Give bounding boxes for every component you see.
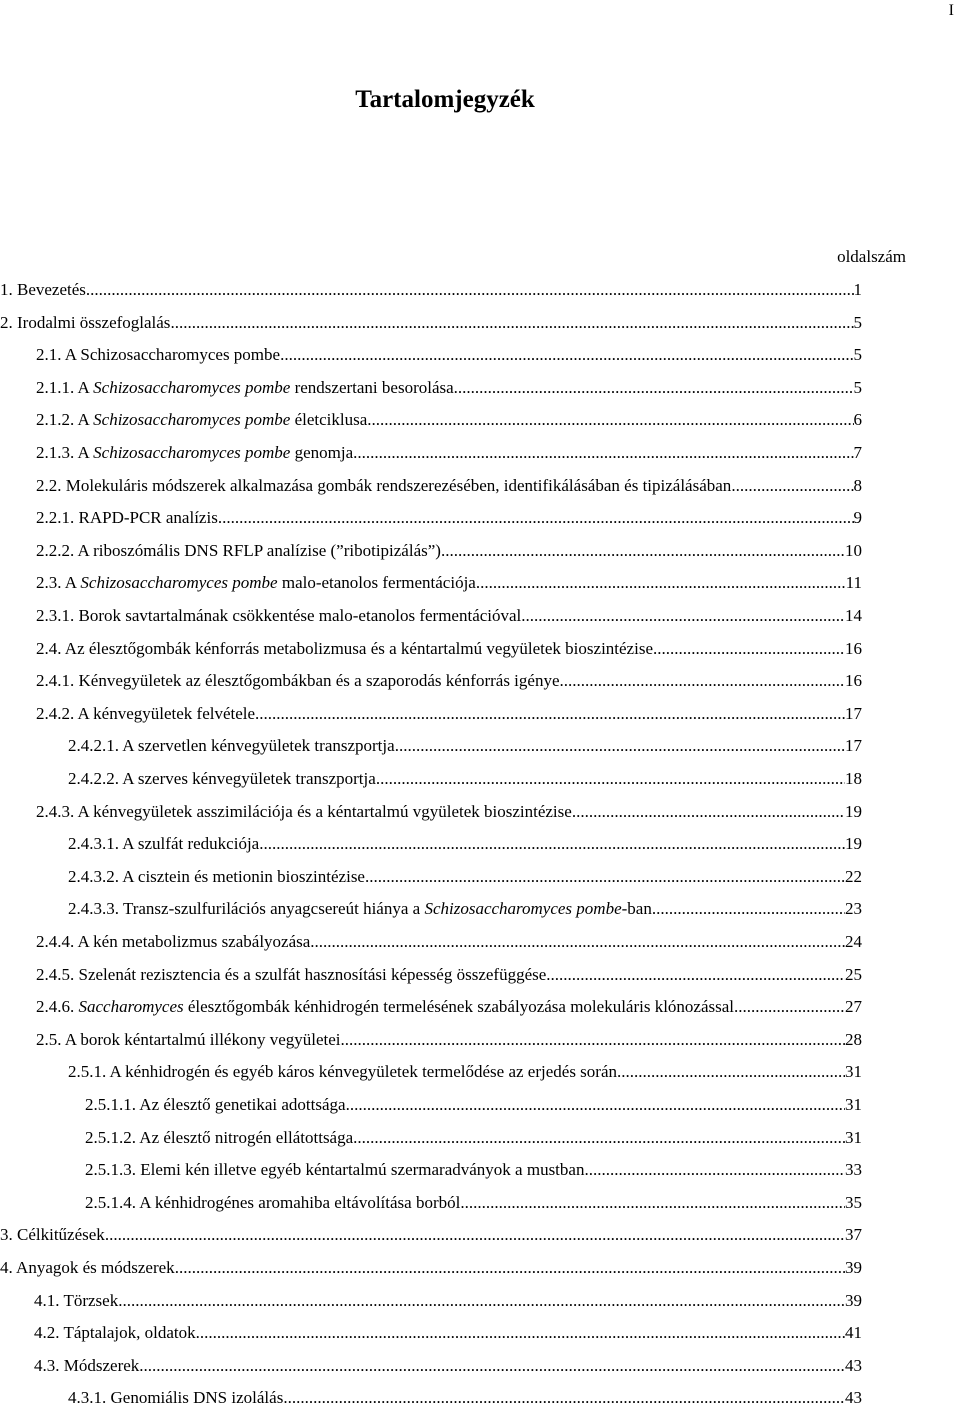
toc-entry-label-part: 2.1.1. A	[36, 377, 94, 397]
toc-entry-label-part: Schizosaccharomyces pombe	[424, 899, 622, 919]
toc-entry[interactable]	[68, 832, 862, 856]
toc-entry[interactable]	[85, 1126, 862, 1150]
toc-entry-page: 39	[845, 1258, 862, 1277]
toc-entry-page: 25	[845, 964, 862, 984]
toc-entry[interactable]	[68, 767, 862, 791]
toc-entry-label-part: 2.4.3.3. Transz-szulfurilációs anyagcsereút hiánya a	[68, 899, 425, 919]
toc-entry-page: 24	[845, 932, 862, 951]
toc-entry-page: 14	[845, 606, 862, 625]
page-column-header: oldalszám	[837, 247, 906, 266]
toc-entry[interactable]	[0, 278, 862, 302]
toc-entry-label-part: 2.2.1. RAPD-PCR analízis	[36, 508, 218, 528]
toc-leader-dots	[170, 311, 853, 335]
toc-entry-label	[36, 571, 476, 595]
toc-leader-dots	[584, 1158, 845, 1182]
toc-entry-label-part: 2.4.3.1. A szulfát redukciója	[68, 834, 260, 854]
toc-entry-page: 5	[853, 312, 862, 332]
toc-entry[interactable]	[36, 637, 862, 661]
toc-entry-label	[0, 1256, 175, 1280]
toc-entry-page: 23	[845, 899, 862, 919]
toc-leader-dots	[441, 539, 845, 563]
toc-entry[interactable]	[36, 669, 862, 693]
toc-leader-dots	[346, 1093, 845, 1117]
toc-entry[interactable]	[36, 963, 862, 987]
toc-entry-label-part: 2.1. A Schizosaccharomyces pombe	[36, 345, 281, 365]
toc-entry-page: 19	[845, 801, 862, 821]
toc-entry-label	[0, 278, 86, 302]
toc-entry-label	[36, 995, 734, 1019]
toc-entry-label-part: 2.4.4. A kén metabolizmus szabályozása	[36, 932, 311, 951]
toc-leader-dots	[731, 474, 853, 498]
toc-entry-label	[36, 604, 521, 628]
toc-entry[interactable]	[85, 1191, 862, 1215]
toc-entry-page: 43	[845, 1355, 862, 1375]
toc-entry[interactable]	[36, 408, 862, 432]
toc-entry-label	[36, 376, 454, 400]
toc-entry[interactable]	[0, 1256, 862, 1280]
toc-entry-label-part: 2.2. Molekuláris módszerek alkalmazása gombák rendszerezésében, identifikálásában és tipizálásában	[36, 475, 732, 495]
toc-entry-label-part: 2.1.2. A	[36, 410, 94, 430]
toc-entry-page: 31	[845, 1062, 862, 1082]
toc-entry-label-part: 2. Irodalmi összefoglalás	[0, 312, 171, 332]
toc-entry-label	[34, 1289, 118, 1313]
toc-entry-label-part: 2.4.2.2. A szerves kénvegyületek transzportja	[68, 769, 376, 788]
toc-entry-label	[85, 1158, 584, 1182]
toc-leader-dots	[560, 669, 846, 693]
toc-entry-label	[85, 1093, 346, 1117]
toc-entry-label-part: 2.4.2.1. A szervetlen kénvegyületek transzportja	[68, 736, 395, 756]
toc-entry-page: 17	[845, 703, 862, 723]
toc-leader-dots	[734, 995, 845, 1019]
toc-entry[interactable]	[36, 539, 862, 563]
toc-entry-label	[36, 506, 218, 530]
toc-entry-label-part: 2.5. A borok kéntartalmú illékony vegyületei	[36, 1029, 341, 1049]
toc-leader-dots	[259, 832, 845, 856]
toc-leader-dots	[376, 767, 845, 791]
toc-entry-label	[36, 963, 546, 987]
toc-entry[interactable]	[68, 865, 862, 889]
toc-entry-label-part: 2.5.1.4. A kénhidrogénes aromahiba eltávolítása borból	[85, 1192, 461, 1212]
toc-entry-label-part: Saccharomyces	[78, 997, 184, 1017]
toc-entry-label-part: Schizosaccharomyces pombe	[80, 573, 278, 593]
toc-entry-label	[36, 669, 560, 693]
toc-entry[interactable]	[36, 506, 862, 530]
toc-entry-label-part: 2.3.1. Borok savtartalmának csökkentése malo-etanolos fermentációval	[36, 606, 522, 625]
toc-entry[interactable]	[36, 702, 862, 726]
toc-entry-label	[36, 474, 731, 498]
toc-entry-label-part: 2.5.1.3. Elemi kén illetve egyéb kéntartalmú szermaradványok a mustban	[85, 1160, 585, 1180]
toc-entry-label-part: 2.5.1. A kénhidrogén és egyéb káros kénvegyületek termelődése az erjedés során	[68, 1062, 618, 1082]
toc-entry-label-part: élesztőgombák kénhidrogén termelésének szabályozása molekuláris klónozással	[183, 997, 735, 1017]
page-number: I	[948, 2, 954, 19]
toc-entry-label-part: 2.2.2. A riboszómális DNS RFLP analízise (”ribotipizálás”)	[36, 540, 441, 560]
toc-entry-page: 16	[845, 638, 862, 658]
toc-entry-page: 31	[845, 1095, 862, 1114]
toc-entry-page: 9	[853, 508, 862, 528]
toc-entry-label	[36, 1028, 341, 1052]
toc-leader-dots	[652, 897, 845, 921]
toc-entry-label-part: 2.4.3.2. A cisztein és metionin bioszintézise	[68, 866, 365, 886]
toc-entry-page: 8	[853, 475, 862, 495]
toc-entry-label-part: életciklusa	[290, 410, 368, 430]
toc-entry[interactable]	[36, 800, 862, 824]
toc-entry-label-part: rendszertani besorolása	[290, 377, 454, 397]
toc-entry-page: 18	[845, 769, 862, 788]
toc-entry-page: 39	[845, 1290, 862, 1310]
toc-entry-label-part: -ban	[621, 899, 652, 919]
toc-leader-dots	[365, 865, 845, 889]
toc-leader-dots	[139, 1354, 845, 1378]
toc-entry-label	[36, 441, 353, 465]
toc-entry[interactable]	[36, 1028, 862, 1052]
toc-entry-page: 31	[845, 1127, 862, 1147]
toc-entry-label-part: 3. Célkitűzések	[0, 1225, 105, 1245]
toc-leader-dots	[653, 637, 845, 661]
toc-entry[interactable]	[36, 995, 862, 1019]
toc-entry-label	[36, 930, 310, 954]
toc-entry-label	[36, 702, 255, 726]
toc-entry-label	[68, 1060, 617, 1084]
toc-entry[interactable]	[0, 1223, 862, 1247]
toc-leader-dots	[572, 800, 845, 824]
toc-entry-page: 41	[845, 1323, 862, 1343]
toc-entry-label	[0, 311, 170, 335]
toc-entry[interactable]	[85, 1093, 862, 1117]
toc-entry-page: 10	[845, 540, 862, 560]
toc-entry[interactable]	[85, 1158, 862, 1182]
toc-entry-label-part: Schizosaccharomyces pombe	[93, 377, 291, 397]
toc-leader-dots	[86, 278, 854, 302]
toc-entry[interactable]	[68, 1386, 862, 1410]
toc-entry-page: 17	[845, 736, 862, 756]
toc-entry-label	[68, 865, 365, 889]
toc-entry[interactable]	[36, 441, 862, 465]
toc-entry-page: 1	[853, 280, 862, 299]
toc-entry-label-part: malo-etanolos fermentációja	[277, 573, 476, 593]
toc-entry[interactable]	[34, 1354, 862, 1378]
toc-entry-page: 22	[845, 866, 862, 886]
toc-entry-label-part: 2.1.3. A	[36, 443, 94, 462]
toc-entry-page: 43	[845, 1388, 862, 1408]
toc-entry-label	[68, 897, 652, 921]
toc-entry-label	[34, 1321, 196, 1345]
toc-leader-dots	[310, 930, 845, 954]
toc-entry-page: 35	[845, 1192, 862, 1212]
toc-entry-page: 37	[845, 1225, 862, 1245]
toc-entry[interactable]	[68, 1060, 862, 1084]
toc-leader-dots	[617, 1060, 845, 1084]
toc-entry-label	[85, 1191, 460, 1215]
toc-entry[interactable]	[34, 1289, 862, 1313]
toc-entry-label-part: 2.3. A	[36, 573, 81, 593]
toc-leader-dots	[353, 1126, 845, 1150]
toc-entry-page: 5	[853, 345, 862, 365]
toc-entry-label-part: 4.3. Módszerek	[34, 1355, 140, 1375]
toc-entry-label-part: 4.1. Törzsek	[34, 1290, 119, 1310]
toc-leader-dots	[105, 1223, 845, 1247]
toc-entry-label	[36, 637, 653, 661]
toc-entry-page: 33	[845, 1160, 862, 1180]
toc-entry-label	[34, 1354, 139, 1378]
toc-entry-page: 28	[845, 1029, 862, 1049]
toc-entry-page: 11	[845, 573, 862, 593]
toc-entry-page: 5	[853, 377, 862, 397]
toc-entry-page: 16	[845, 671, 862, 691]
toc-entry-label	[36, 343, 280, 367]
toc-leader-dots	[118, 1289, 845, 1313]
toc-entry-label-part: Schizosaccharomyces pombe	[93, 410, 291, 430]
toc-entry-page: 27	[845, 997, 862, 1017]
toc-entry-label-part: 2.5.1.2. Az élesztő nitrogén ellátottsága	[85, 1127, 354, 1147]
page-title: Tartalomjegyzék	[355, 86, 535, 113]
toc-leader-dots	[521, 604, 845, 628]
toc-leader-dots	[196, 1321, 845, 1345]
toc-entry-label-part: Schizosaccharomyces pombe	[93, 443, 291, 462]
toc-leader-dots	[367, 408, 853, 432]
toc-entry[interactable]	[36, 571, 862, 595]
toc-entry[interactable]	[36, 930, 862, 954]
toc-entry-label-part: 2.4.3. A kénvegyületek asszimilációja és a kéntartalmú vgyületek bioszintézise	[36, 801, 572, 821]
toc-leader-dots	[460, 1191, 845, 1215]
toc-entry-label-part: 2.4.2. A kénvegyületek felvétele	[36, 703, 256, 723]
toc-entry-label-part: 4.3.1. Genomiális DNS izolálás	[68, 1388, 284, 1408]
toc-leader-dots	[353, 441, 853, 465]
toc-entry-label	[68, 1386, 283, 1410]
toc-entry-page: 6	[853, 410, 862, 430]
toc-leader-dots	[395, 734, 845, 758]
toc-entry-label-part: 2.4.1. Kénvegyületek az élesztőgombákban és a szaporodás kénforrás igénye	[36, 671, 560, 691]
toc-entry-label-part: 1. Bevezetés	[0, 280, 86, 299]
toc-entry-label-part: 2.4. Az élesztőgombák kénforrás metabolizmusa és a kéntartalmú vegyületek bioszintézise	[36, 638, 653, 658]
toc-leader-dots	[218, 506, 854, 530]
toc-entry[interactable]	[36, 343, 862, 367]
toc-leader-dots	[283, 1386, 845, 1410]
toc-entry-label-part: 2.5.1.1. Az élesztő genetikai adottsága	[85, 1095, 346, 1114]
toc-leader-dots	[175, 1256, 845, 1280]
toc-entry-label-part: 4.2. Táptalajok, oldatok	[34, 1323, 196, 1343]
toc-entry-label-part: 2.4.5. Szelenát rezisztencia és a szulfát hasznosítási képesség összefüggése	[36, 964, 547, 984]
toc-entry-label-part: genomja	[290, 443, 354, 462]
toc-entry-label-part: 2.4.6.	[36, 997, 79, 1017]
toc-entry-label	[36, 408, 367, 432]
toc-entry[interactable]	[68, 897, 862, 921]
toc-entry[interactable]	[36, 604, 862, 628]
toc-entry-label	[68, 832, 259, 856]
toc-entry[interactable]	[68, 734, 862, 758]
toc-entry[interactable]	[0, 311, 862, 335]
toc-entry-label	[36, 539, 441, 563]
toc-leader-dots	[454, 376, 854, 400]
toc-leader-dots	[476, 571, 846, 595]
toc-entry-label	[0, 1223, 105, 1247]
toc-entry[interactable]	[34, 1321, 862, 1345]
toc-entry-label	[68, 767, 376, 791]
toc-entry-label-part: 4. Anyagok és módszerek	[0, 1258, 175, 1277]
toc-entry-page: 7	[853, 443, 862, 462]
toc-leader-dots	[546, 963, 845, 987]
toc-leader-dots	[280, 343, 853, 367]
toc-entry-page: 19	[845, 834, 862, 854]
toc-entry[interactable]	[36, 376, 862, 400]
toc-entry-label	[85, 1126, 353, 1150]
toc-entry-label	[36, 800, 572, 824]
toc-leader-dots	[341, 1028, 845, 1052]
toc-leader-dots	[255, 702, 845, 726]
toc-entry[interactable]	[36, 474, 862, 498]
toc-entry-label	[68, 734, 395, 758]
